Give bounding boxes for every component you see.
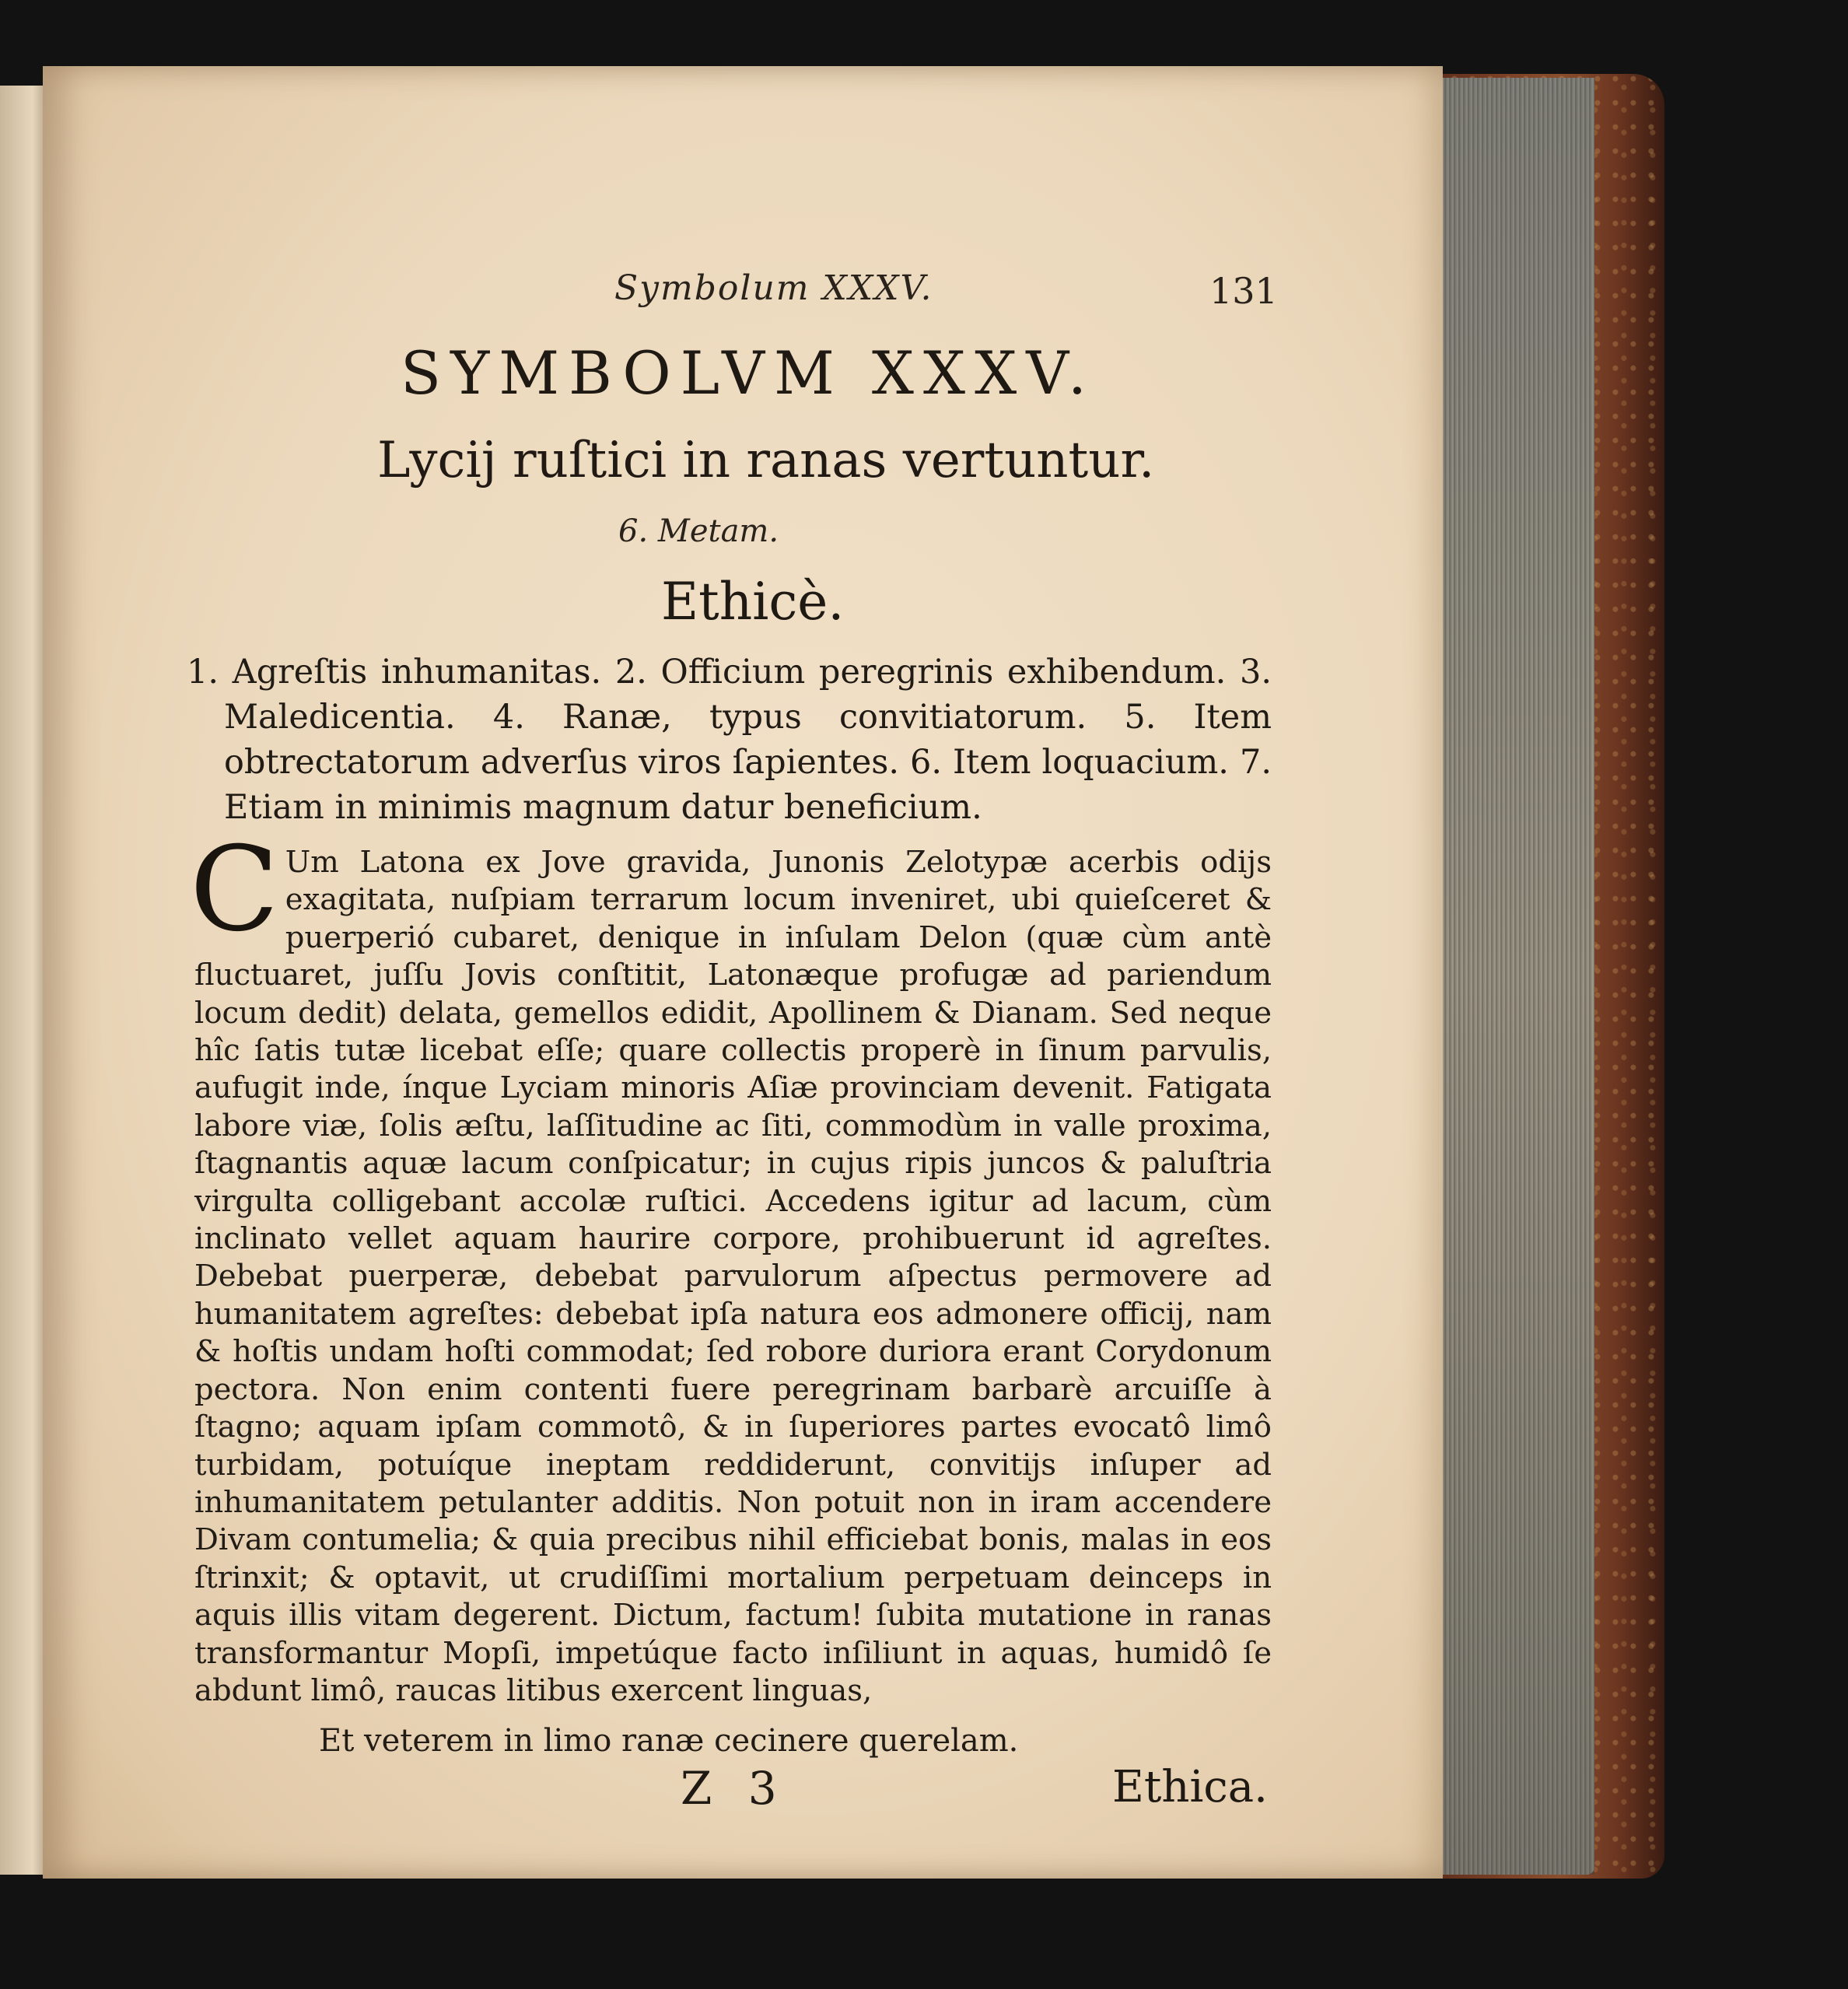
moral-summary: 1. Agreſtis inhumanitas. 2. Officium peregrinis exhibendum. 3. Maledicentia. 4. Ranæ, typus convitiatorum. 5. Item obtrectatorum adverſus viros ſapientes. 6. Item loquacium. 7. Etiam in minimis magnum datur beneficium. [187, 653, 1272, 827]
signature-mark: Z 3 [681, 1762, 788, 1815]
chapter-subtitle: Lycij ruſtici in ranas vertuntur. [377, 432, 1155, 489]
catchword: Ethica. [1112, 1762, 1268, 1812]
chapter-title: SYMBOLVM XXXV. [401, 338, 1097, 408]
drop-cap: C [190, 822, 279, 958]
page-number: 131 [1209, 270, 1278, 312]
section-heading: Ethicè. [661, 572, 845, 632]
body-paragraph [190, 822, 1272, 1710]
running-head: Symbolum XXXV. [614, 268, 933, 308]
book-page [43, 66, 1443, 1879]
verse-line: Et veterem in limo ranæ cecinere querelam. [319, 1723, 1019, 1759]
body-text: Um Latona ex Jove gravida, Junonis Zelotypæ acerbis odijs exagitata, nuſpiam terrarum locum inveniret, ubi quieſceret & puerperió cubaret, denique in inſulam Delon (quæ cùm antè fluctuaret, juſſu Jovis conſtitit, Latonæque profugæ ad pariendum locum dedit) delata, gemellos edidit, Apollinem & Dianam. Sed neque hîc ſatis tutæ licebat eſſe; quare collectis properè in ſinum parvulis, aufugit inde, ínque Lyciam minoris Aſiæ provinciam devenit. Fatigata labore viæ, ſolis æſtu, laſſitudine ac ſiti, commodùm in valle proxima, ſtagnantis aquæ lacum conſpicatur; in cujus ripis juncos & paluſtria virgulta colligebant accolæ ruſtici. Accedens igitur ad lacum, cùm inclinato vellet aquam haurire corpore, prohibuerunt id agreſtes. Debebat puerperæ, debebat parvulorum aſpectus permovere ad humanitatem agreſtes: debebat ipſa natura eos admonere officij, nam & hoſtis undam hoſti commodat; ſed robore duriora erant Corydonum pectora. Non enim contenti fuere peregrinam barbarè arcuiſſe à ſtagno; aquam ipſam commotô, & in ſuperiores partes evocatô limô turbidam, potuíque ineptam reddiderunt, convitijs inſuper ad inhumanitatem petulanter additis. Non potuit non in iram accendere Divam contumelia; & quia precibus nihil efficiebat bonis, malas in eos ſtrinxit; & optavit, ut crudiſſimi mortalium perpetuam deinceps in aquis illis vitam degerent. Dictum, factum! ſubita mutatione in ranas transformantur Mopſi, impetúque facto inſiliunt in aquas, humidô ſe abdunt limô, raucas litibus exercent linguas, [194, 845, 1272, 1708]
source-reference: 6. Metam. [618, 513, 779, 549]
